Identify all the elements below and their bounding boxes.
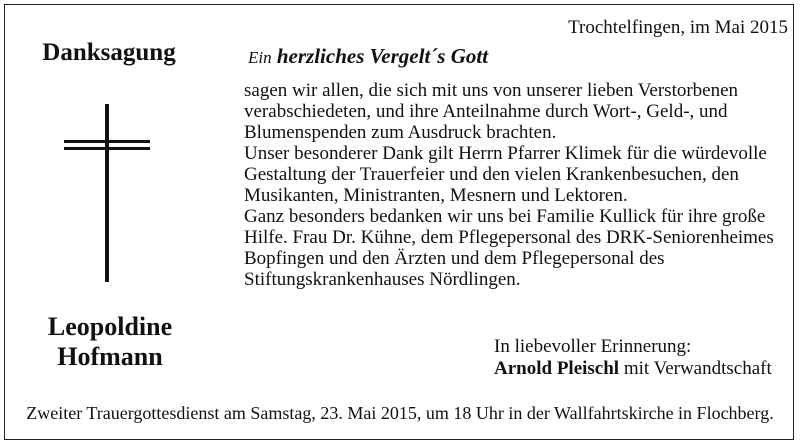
deceased-last-name: Hofmann [57, 342, 163, 371]
signer-suffix: mit Verwandtschaft [619, 358, 772, 379]
signature-line [494, 358, 794, 380]
latin-cross-icon [64, 104, 154, 284]
deceased-name [10, 312, 210, 372]
notice-subheading [248, 43, 488, 71]
place-date: Trochtelfingen, im Mai 2015 [568, 17, 788, 38]
signature-intro: In liebevoller Erinnerung: [494, 336, 692, 357]
subheading-prefix: Ein [248, 48, 272, 67]
notice-heading: Danksagung [42, 39, 176, 66]
paragraph-2: Unser besonderer Dank gilt Herrn Pfarrer Klimek für die würdevolle Gestaltung der Trauerfeier und den vielen Krankenbesuchen, den Musikanten, Ministranten, Mesnern und Lektoren. [244, 143, 767, 206]
signer-name: Arnold Pleischl [494, 358, 620, 379]
service-announcement: Zweiter Trauergottesdienst am Samstag, 23. Mai 2015, um 18 Uhr in der Wallfahrtskirche in Flochberg. [26, 403, 774, 423]
deceased-first-name: Leopoldine [47, 312, 173, 341]
signature-block [494, 336, 794, 380]
subheading-main: herzliches Vergelt´s Gott [276, 44, 489, 68]
thank-you-text [244, 80, 784, 290]
paragraph-3: Ganz besonders bedanken wir uns bei Familie Kullick für ihre große Hilfe. Frau Dr. Kühne, dem Pflegepersonal des DRK-Seniorenheimes Bopfingen und den Ärzten und dem Pflegepersonal des Stiftungskrankenhauses Nördlingen. [244, 206, 774, 290]
paragraph-1: sagen wir allen, die sich mit uns von unserer lieben Verstorbenen verabschiedeten, und ihre Anteilnahme durch Wort-, Geld-, und Blumenspenden zum Ausdruck brachten. [244, 80, 739, 143]
